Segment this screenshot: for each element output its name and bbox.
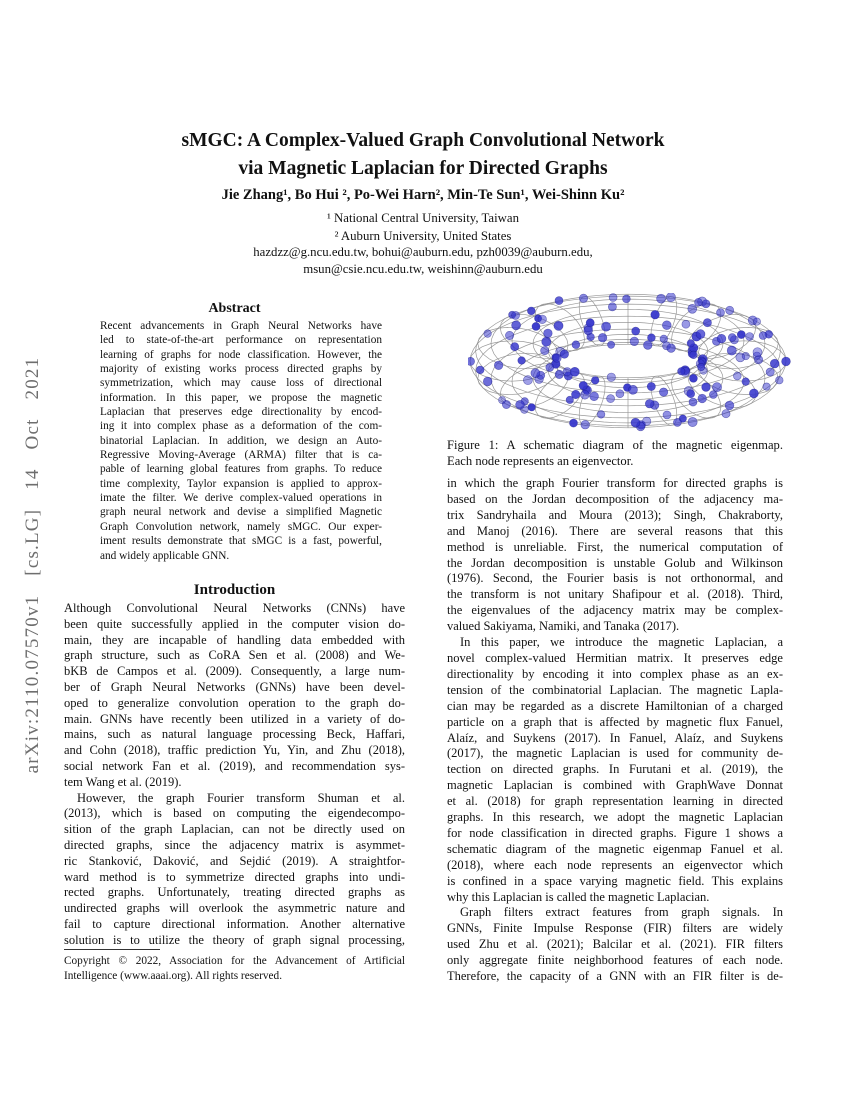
paper-title bbox=[64, 127, 782, 182]
abstract-heading: Abstract bbox=[208, 301, 261, 316]
abstract-text: Recent advancements in Graph Neural Networks have led to state-of-the-art performance on representation learning of graphs for node classification. However, the majority of existing works process directed graphs by symmetrization, which may cause loss of directional information. In this paper, we propose the magnetic Laplacian that preserves edge directionality by encod- ing it into complex phase as a deformation of the com- binatorial Laplacian. In addition, we design an Auto- Regressive Moving-Average (ARMA) filter that is ca- pable of learning global features from graphs. To reduce time complexity, Taylor expansion is applied to approx- imate the filter. We derive complex-valued operations in graph neural network and devise a simplified Magnetic Graph Convolution network, namely sMGC. Our exper- iment results demonstrate that sMGC is a fast, powerful, and widely applicable GNN. bbox=[100, 320, 382, 562]
torus-wireframe-scatter bbox=[468, 293, 798, 433]
copyright-footnote: Copyright © 2022, Association for the Advancement of Artificial Intelligence (www.aaai.org). All rights reserved. bbox=[64, 955, 405, 982]
affiliations bbox=[64, 209, 782, 245]
figure1-torus-plot bbox=[468, 293, 798, 433]
paper-title-line-1: sMGC: A Complex-Valued Graph Convolutional Network bbox=[181, 130, 665, 151]
right-column-body bbox=[447, 476, 783, 985]
arxiv-watermark: arXiv:2110.07570v1 [cs.LG] 14 Oct 2021 bbox=[22, 356, 43, 774]
intro-paragraph-1: Although Convolutional Neural Networks (CNNs) have been quite successfully applied in the computer vision do- main, they are incapable of handling data embedded with graph structure, such as CoRA Sen et al. (2008) and We- bKB de Campos et al. (2009). Consequently, a large num- ber of Graph Neural Networks (GNNs) have been devel- oped to generalize convolution operation to the graph do- main. GNNs have recently been utilized in a variety of do- mains, such as natural language processing Beck, Haffari, and Cohn (2018), traffic prediction Yu, Yin, and Zhu (2018), social network Fan et al. (2019), and recommendation sys- tem Wang et al. (2019). bbox=[64, 601, 405, 789]
affiliation-2: ² Auburn University, United States bbox=[334, 229, 512, 243]
authors-line: Jie Zhang¹, Bo Hui ², Po-Wei Harn², Min-Te Sun¹, Wei-Shinn Ku² bbox=[221, 187, 625, 203]
body-paragraph-3: Graph filters extract features from graph signals. In GNNs, Finite Impulse Response (FIR) filters are widely used Zhu et al. (2021); Balcilar et al. (2021). FIR filters only aggregate finite neighborhood features of each node. Therefore, the capacity of a GNN with an FIR filter is de- bbox=[447, 905, 783, 984]
figure1-caption: Figure 1: A schematic diagram of the magnetic eigenmap. Each node represents an eigenvector. bbox=[447, 438, 783, 469]
author-emails bbox=[64, 244, 782, 278]
intro-paragraph-2: However, the graph Fourier transform Shuman et al. (2013), which is based on computing the eigendecompo- sition of the graph Laplacian, can not be directly used on directed graphs, since the adjacency matrix is asymmet- ric Stanković, Daković, and Sejdić (2019). A straightfor- ward method is to symmetrize directed graphs into undi- rected graphs. Unfortunately, treating directed graphs as undirected graphs will overlook the asymmetric nature and fail to capture directional information. Another alternative solution is to utilize the theory of graph signal processing, bbox=[64, 790, 405, 947]
affiliation-1: ¹ National Central University, Taiwan bbox=[326, 211, 519, 225]
body-paragraph-1: in which the graph Fourier transform for directed graphs is based on the Jordan decomposition of the adjacency ma- trix Sandryhaila and Moura (2013); Singh, Chakraborty, and Manoj (2016). There are several reasons that this method is unreliable. First, the numerical computation of the Jordan decomposition is unstable Golub and Wilkinson (1976). Second, the Fourier basis is not orthonormal, and the transform is not unitary Shafipour et al. (2018). Third, the eigenvalues of the adjacency matrix may be complex- valued Sakiyama, Namiki, and Tanaka (2017). bbox=[447, 476, 783, 634]
email-line-1: hazdzz@g.ncu.edu.tw, bohui@auburn.edu, pzh0039@auburn.edu, bbox=[253, 245, 593, 259]
email-line-2: msun@csie.ncu.edu.tw, weishinn@auburn.edu bbox=[303, 262, 543, 276]
body-paragraph-2: In this paper, we introduce the magnetic Laplacian, a novel complex-valued Hermitian matrix. It preserves edge directionality by encoding it into complex phase as an ex- tension of the combinatorial Laplacian. The magnetic Lapla- cian may be regarded as a discrete Hamiltonian of a charged particle on a graph that is affected by magnetic flux Fanuel, Alaíz, and Suykens (2017). In Fanuel, Alaíz, and Suykens (2017), the magnetic Laplacian is used for community de- tection on directed graphs. In Furutani et al. (2019), the magnetic Laplacian is combined with GraphWave Donnat et al. (2018) for graph representation learning in directed graphs. In this research, we adopt the magnetic Laplacian for node classification in directed graphs. Figure 1 shows a schematic diagram of the magnetic eigenmap Fanuel et al. (2018), where each node represents an eigenvector which is confined in a space varying magnetic field. This explains why this Laplacian is called the magnetic Laplacian. bbox=[447, 635, 783, 904]
introduction-body bbox=[64, 601, 405, 949]
introduction-heading: Introduction bbox=[193, 582, 276, 598]
paper-title-line-2: via Magnetic Laplacian for Directed Graphs bbox=[238, 157, 608, 179]
footnote-rule bbox=[64, 949, 160, 950]
